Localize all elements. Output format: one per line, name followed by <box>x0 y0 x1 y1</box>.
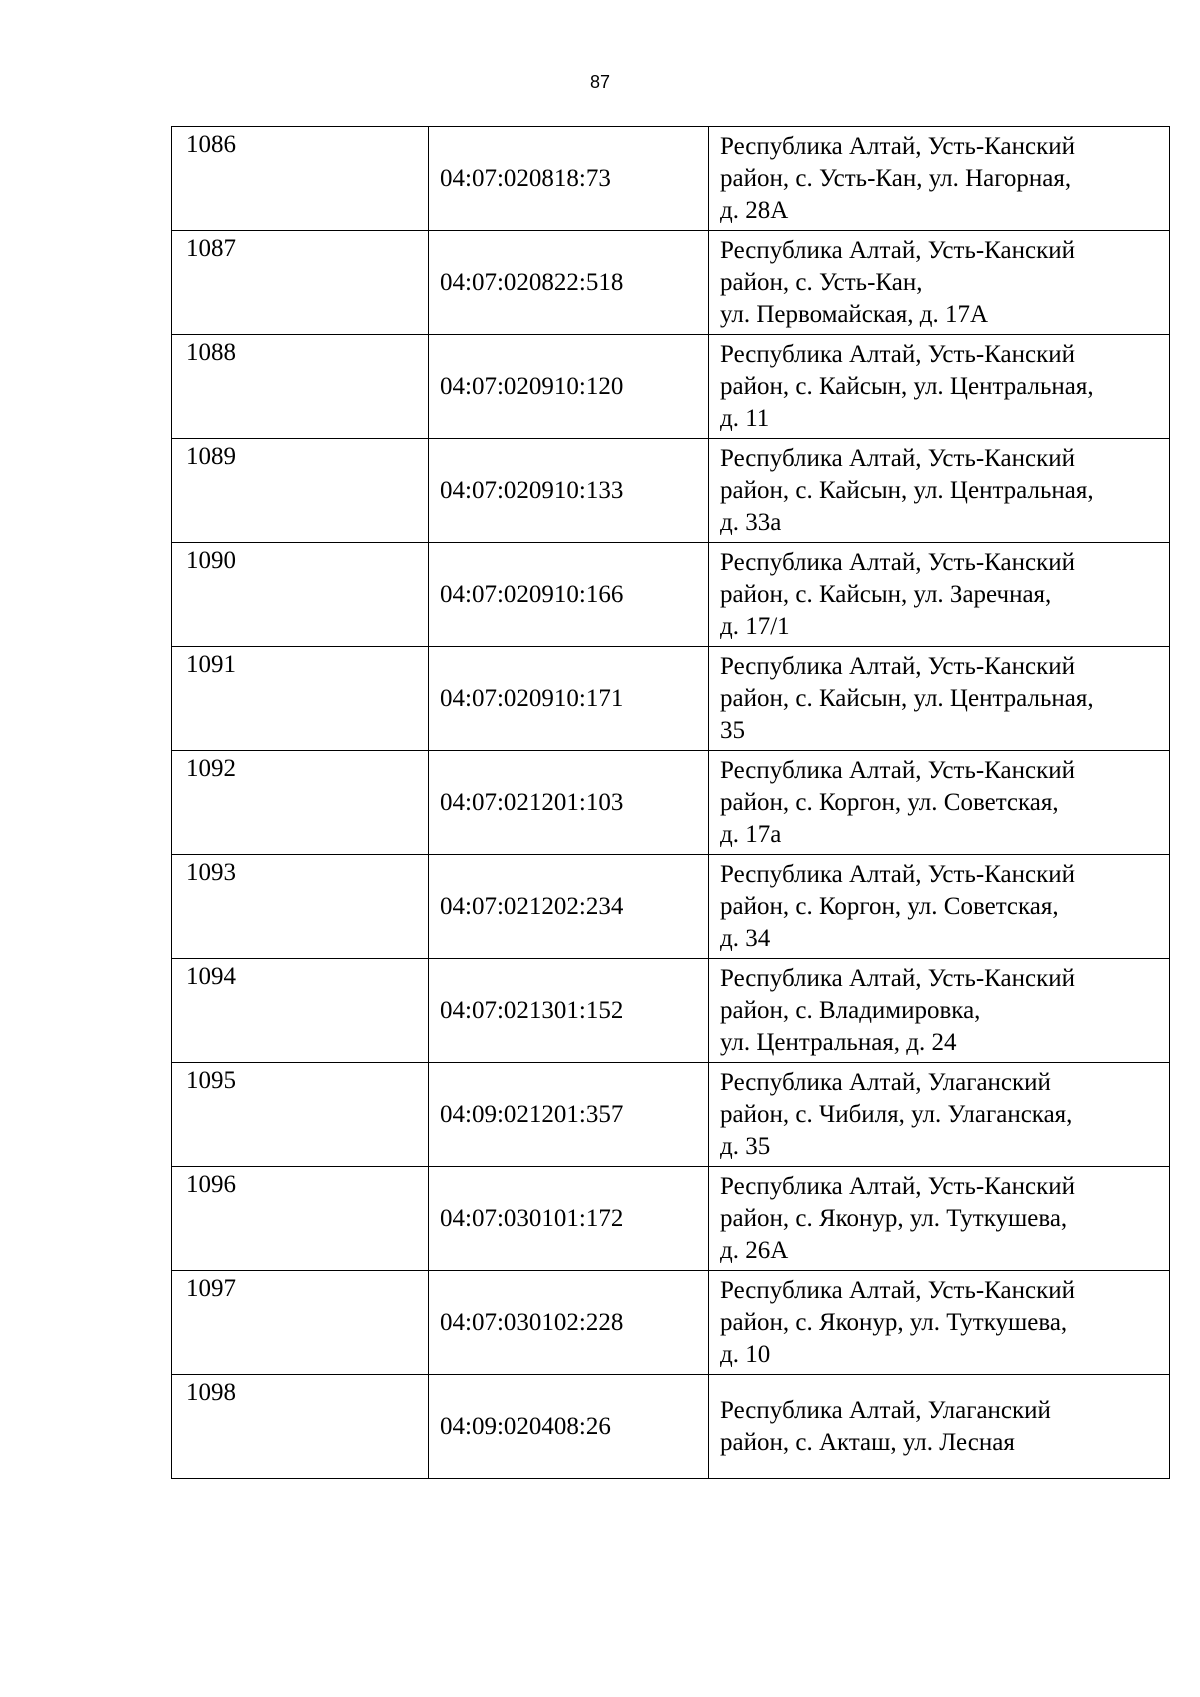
row-number-cell: 1097 <box>172 1271 429 1375</box>
table-row <box>172 959 1170 1063</box>
table-row <box>172 647 1170 751</box>
address-cell <box>709 127 1170 231</box>
cadastral-number-cell: 04:07:021202:234 <box>429 855 709 959</box>
address-line: район, с. Кайсын, ул. Центральная, <box>720 684 1094 712</box>
row-number-cell: 1087 <box>172 231 429 335</box>
address-cell <box>709 1063 1170 1167</box>
cadastral-number-cell: 04:07:021201:103 <box>429 751 709 855</box>
address-line: ул. Центральная, д. 24 <box>720 1028 957 1056</box>
address-line: район, с. Коргон, ул. Советская, <box>720 788 1059 816</box>
cadastral-number-cell: 04:07:030102:228 <box>429 1271 709 1375</box>
address-cell <box>709 751 1170 855</box>
address-line: район, с. Чибиля, ул. Улаганская, <box>720 1100 1073 1128</box>
address-line: д. 34 <box>720 924 771 952</box>
cadastral-number-cell: 04:09:020408:26 <box>429 1375 709 1479</box>
address-line: Республика Алтай, Усть-Канский <box>720 652 1076 680</box>
row-number-cell: 1090 <box>172 543 429 647</box>
address-line: Республика Алтай, Усть-Канский <box>720 132 1076 160</box>
address-line: Республика Алтай, Усть-Канский <box>720 756 1076 784</box>
row-number-cell: 1086 <box>172 127 429 231</box>
cadastral-number-cell: 04:07:020910:133 <box>429 439 709 543</box>
address-line: 35 <box>720 716 745 744</box>
address-line: д. 10 <box>720 1340 771 1368</box>
address-cell <box>709 647 1170 751</box>
row-number-cell: 1092 <box>172 751 429 855</box>
row-number-cell: 1091 <box>172 647 429 751</box>
cadastral-number-cell: 04:09:021201:357 <box>429 1063 709 1167</box>
address-line: д. 17/1 <box>720 612 790 640</box>
table-row <box>172 1271 1170 1375</box>
address-line: д. 35 <box>720 1132 771 1160</box>
registry-table <box>171 126 1170 1479</box>
cadastral-number-cell: 04:07:020818:73 <box>429 127 709 231</box>
table-row <box>172 751 1170 855</box>
row-number-cell: 1089 <box>172 439 429 543</box>
address-line: Республика Алтай, Улаганский <box>720 1068 1051 1096</box>
table-row <box>172 127 1170 231</box>
address-line: район, с. Коргон, ул. Советская, <box>720 892 1059 920</box>
table-row <box>172 855 1170 959</box>
row-number-cell: 1088 <box>172 335 429 439</box>
row-number-cell: 1096 <box>172 1167 429 1271</box>
address-cell <box>709 855 1170 959</box>
address-line: район, с. Кайсын, ул. Центральная, <box>720 372 1094 400</box>
row-number-cell: 1095 <box>172 1063 429 1167</box>
address-line: ул. Первомайская, д. 17А <box>720 300 989 328</box>
cadastral-number-cell: 04:07:021301:152 <box>429 959 709 1063</box>
address-line: д. 11 <box>720 404 770 432</box>
table-row <box>172 1375 1170 1479</box>
address-cell <box>709 231 1170 335</box>
cadastral-number-cell: 04:07:020910:120 <box>429 335 709 439</box>
address-line: Республика Алтай, Усть-Канский <box>720 964 1076 992</box>
address-line: Республика Алтай, Усть-Канский <box>720 340 1076 368</box>
cadastral-number-cell: 04:07:020822:518 <box>429 231 709 335</box>
table-row <box>172 1167 1170 1271</box>
cadastral-number-cell: 04:07:020910:171 <box>429 647 709 751</box>
address-line: район, с. Владимировка, <box>720 996 981 1024</box>
table-row <box>172 1063 1170 1167</box>
address-line: Республика Алтай, Усть-Канский <box>720 548 1076 576</box>
row-number-cell: 1094 <box>172 959 429 1063</box>
address-cell <box>709 1167 1170 1271</box>
address-cell <box>709 959 1170 1063</box>
address-line: Республика Алтай, Усть-Канский <box>720 1276 1076 1304</box>
cadastral-number-cell: 04:07:030101:172 <box>429 1167 709 1271</box>
address-line: Республика Алтай, Усть-Канский <box>720 860 1076 888</box>
address-line: д. 33а <box>720 508 782 536</box>
address-line: Республика Алтай, Усть-Канский <box>720 1172 1076 1200</box>
address-line: район, с. Усть-Кан, <box>720 268 923 296</box>
registry-table-body <box>172 127 1170 1479</box>
address-line: район, с. Кайсын, ул. Центральная, <box>720 476 1094 504</box>
address-line: район, с. Яконур, ул. Туткушева, <box>720 1204 1068 1232</box>
page-number: 87 <box>589 72 611 92</box>
address-cell <box>709 543 1170 647</box>
cadastral-number-cell: 04:07:020910:166 <box>429 543 709 647</box>
address-line: д. 17а <box>720 820 782 848</box>
address-line: район, с. Акташ, ул. Лесная <box>720 1428 1015 1456</box>
table-row <box>172 335 1170 439</box>
address-line: д. 26А <box>720 1236 789 1264</box>
address-line: район, с. Усть-Кан, ул. Нагорная, <box>720 164 1072 192</box>
table-row <box>172 231 1170 335</box>
table-row <box>172 543 1170 647</box>
row-number-cell: 1093 <box>172 855 429 959</box>
address-line: Республика Алтай, Усть-Канский <box>720 236 1076 264</box>
address-cell <box>709 1375 1170 1479</box>
address-line: Республика Алтай, Усть-Канский <box>720 444 1076 472</box>
address-cell <box>709 1271 1170 1375</box>
table-row <box>172 439 1170 543</box>
address-line: д. 28А <box>720 196 789 224</box>
row-number-cell: 1098 <box>172 1375 429 1479</box>
address-line: район, с. Яконур, ул. Туткушева, <box>720 1308 1068 1336</box>
address-cell <box>709 439 1170 543</box>
address-line: район, с. Кайсын, ул. Заречная, <box>720 580 1052 608</box>
address-cell <box>709 335 1170 439</box>
address-line: Республика Алтай, Улаганский <box>720 1396 1051 1424</box>
